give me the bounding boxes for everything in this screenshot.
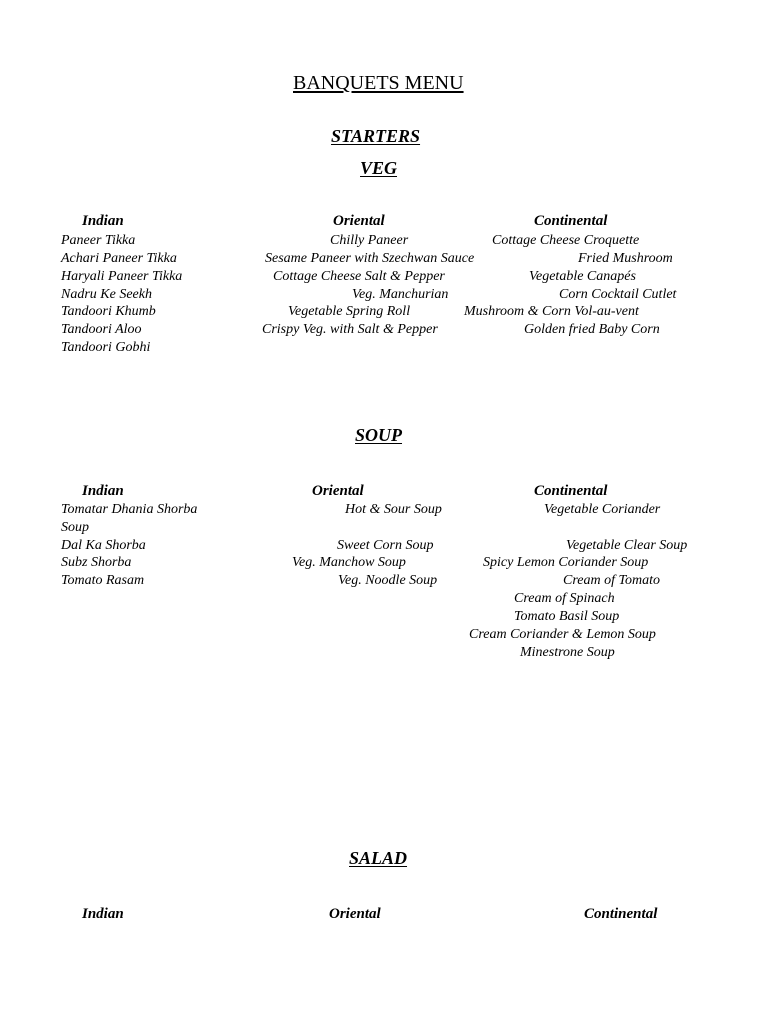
starters-continental-item: Mushroom & Corn Vol-au-vent [464, 304, 639, 319]
soup-continental-item: Cream of Tomato [563, 573, 660, 588]
salad-col-continental: Continental [584, 906, 658, 922]
starters-col-indian: Indian [82, 213, 124, 229]
starters-indian-item: Achari Paneer Tikka [61, 251, 177, 266]
soup-heading: SOUP [355, 425, 403, 445]
page-title: BANQUETS MENU [293, 72, 464, 94]
starters-continental-item: Golden fried Baby Corn [524, 322, 660, 337]
starters-oriental-item: Crispy Veg. with Salt & Pepper [262, 322, 438, 337]
soup-continental-item: Minestrone Soup [520, 645, 615, 660]
starters-continental-item: Fried Mushroom [578, 251, 673, 266]
soup-continental-item: Vegetable Clear Soup [566, 538, 688, 553]
starters-continental-item: Cottage Cheese Croquette [492, 233, 640, 248]
starters-indian-item: Paneer Tikka [61, 233, 136, 248]
starters-oriental-item: Cottage Cheese Salt & Pepper [273, 269, 445, 284]
soup-col-continental: Continental [534, 483, 608, 499]
starters-indian-item: Haryali Paneer Tikka [61, 269, 183, 284]
veg-subheading: VEG [360, 158, 398, 178]
soup-continental-item: Spicy Lemon Coriander Soup [483, 555, 649, 570]
starters-oriental-item: Sesame Paneer with Szechwan Sauce [265, 251, 475, 266]
salad-col-oriental: Oriental [329, 906, 381, 922]
soup-oriental-item: Veg. Manchow Soup [292, 555, 406, 570]
soup-continental-item: Cream Coriander & Lemon Soup [469, 627, 656, 642]
soup-oriental-item: Veg. Noodle Soup [338, 573, 438, 588]
starters-oriental-item: Chilly Paneer [330, 233, 409, 248]
soup-continental-item: Tomato Basil Soup [514, 609, 620, 624]
soup-continental-item: Cream of Spinach [514, 591, 615, 606]
starters-continental-item: Vegetable Canapés [529, 269, 636, 284]
soup-col-indian: Indian [82, 483, 124, 499]
starters-indian-item: Nadru Ke Seekh [61, 287, 152, 302]
soup-indian-item: Soup [61, 520, 89, 535]
starters-oriental-item: Veg. Manchurian [352, 287, 449, 302]
salad-col-indian: Indian [82, 906, 124, 922]
starters-indian-item: Tandoori Gobhi [61, 340, 151, 355]
starters-continental-item: Corn Cocktail Cutlet [559, 287, 677, 302]
salad-heading: SALAD [349, 848, 408, 868]
starters-heading: STARTERS [331, 126, 421, 146]
soup-oriental-item: Sweet Corn Soup [337, 538, 434, 553]
starters-indian-item: Tandoori Khumb [61, 304, 156, 319]
soup-indian-item: Dal Ka Shorba [61, 538, 146, 553]
soup-oriental-item: Hot & Sour Soup [345, 502, 442, 517]
soup-col-oriental: Oriental [312, 483, 364, 499]
starters-col-oriental: Oriental [333, 213, 385, 229]
starters-indian-item: Tandoori Aloo [61, 322, 142, 337]
soup-continental-item: Vegetable Coriander [544, 502, 661, 517]
soup-indian-item: Tomato Rasam [61, 573, 145, 588]
starters-oriental-item: Vegetable Spring Roll [288, 304, 411, 319]
soup-indian-item: Subz Shorba [61, 555, 132, 570]
starters-col-continental: Continental [534, 213, 608, 229]
soup-indian-item: Tomatar Dhania Shorba [61, 502, 198, 517]
